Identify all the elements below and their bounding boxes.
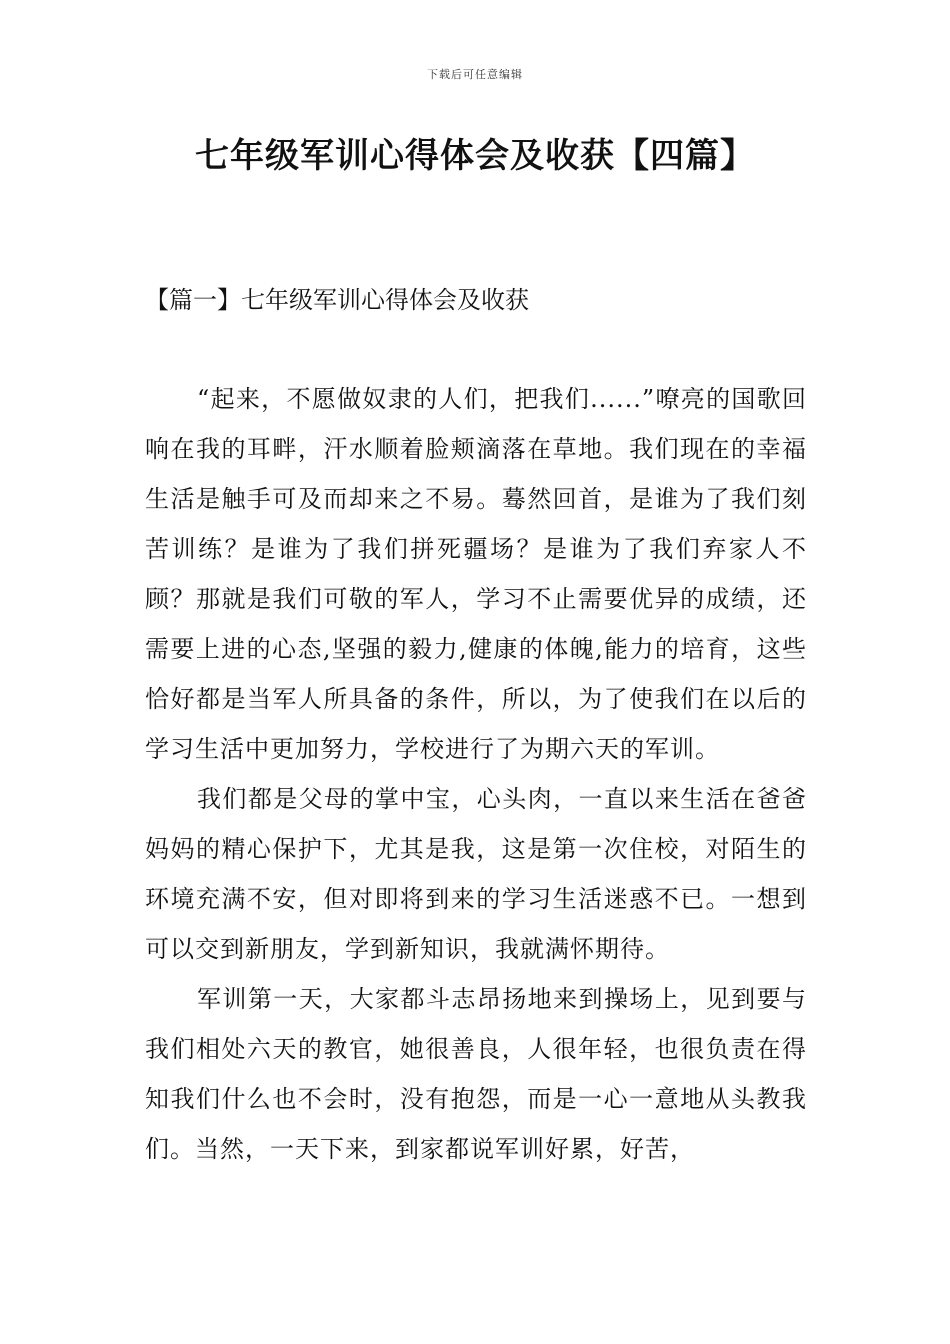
paragraph: 我们都是父母的掌中宝，心头肉，一直以来生活在爸爸妈妈的精心保护下，尤其是我，这是第一次住校，对陌生的环境充满不安，但对即将到来的学习生活迷惑不已。一想到可以交到新朋友，学到新知识，我就满怀期待。: [145, 785, 807, 963]
paragraph: “起来，不愿做奴隶的人们，把我们......”嘹亮的国歌回响在我的耳畔，汗水顺着脸颊滴落在草地。我们现在的幸福生活是触手可及而却来之不易。蓦然回首，是谁为了我们刻苦训练？是谁为了我们拼死疆场？是谁为了我们弃家人不顾？那就是我们可敬的军人，学习不止需要优异的成绩，还需要上进的心态,坚强的毅力,健康的体魄,能力的培育，这些恰好都是当军人所具备的条件，所以，为了使我们在以后的学习生活中更加努力，学校进行了为期六天的军训。: [145, 385, 807, 763]
document-title: 七年级军训心得体会及收获【四篇】: [195, 136, 755, 176]
document-body: [145, 374, 807, 1174]
section-heading: 【篇一】七年级军训心得体会及收获: [145, 286, 529, 314]
paragraph: 军训第一天，大家都斗志昂扬地来到操场上，见到要与我们相处六天的教官，她很善良，人很年轻，也很负责在得知我们什么也不会时，没有抱怨，而是一心一意地从头教我们。当然，一天下来，到家都说军训好累，好苦，: [145, 985, 807, 1163]
header-note: 下载后可任意编辑: [427, 68, 523, 81]
